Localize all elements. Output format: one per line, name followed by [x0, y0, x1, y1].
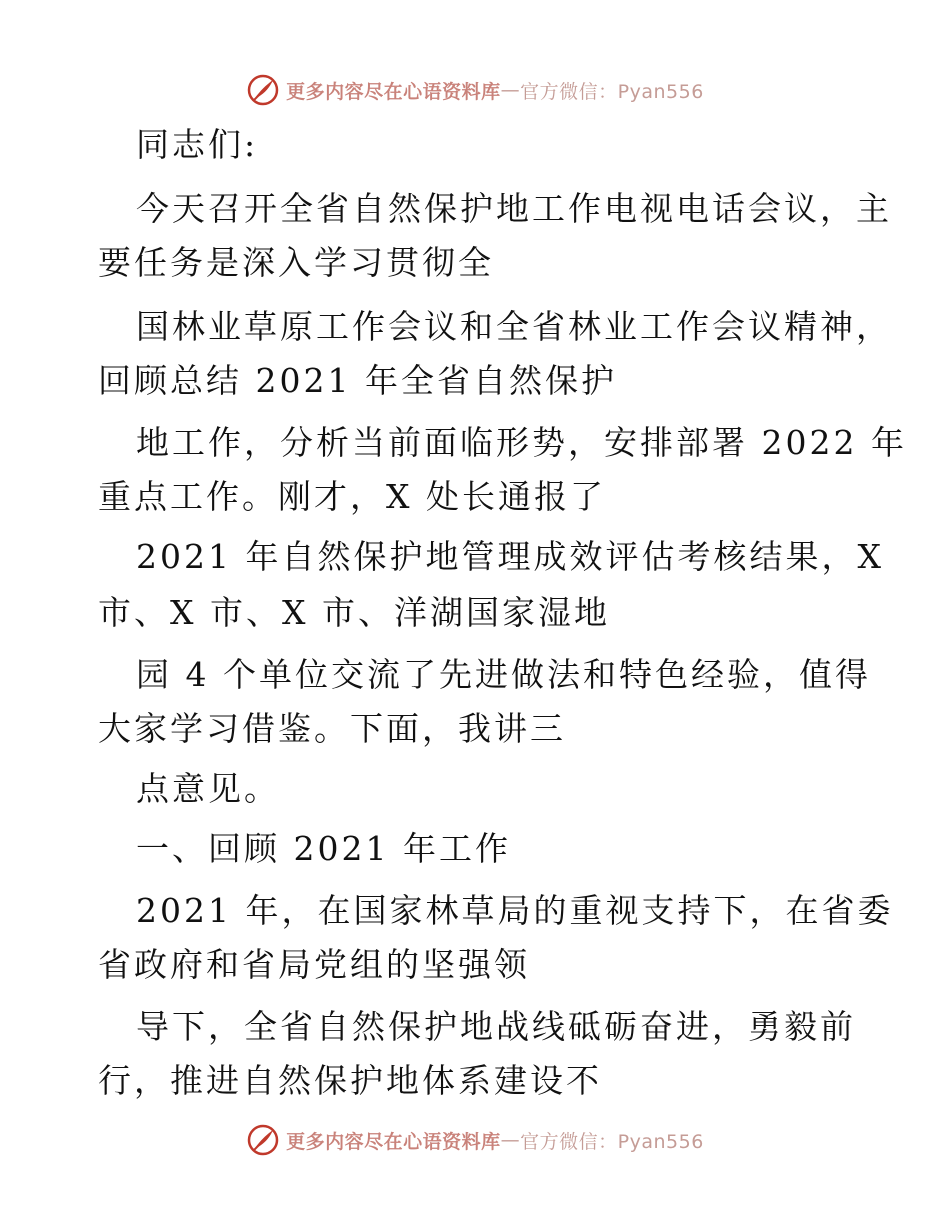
text-line: 2021 年自然保护地管理成效评估考核结果，X — [136, 537, 884, 576]
watermark-dash: — — [500, 1129, 521, 1151]
feather-quill-icon — [246, 1123, 280, 1157]
text-line: 一、回顾 2021 年工作 — [136, 829, 511, 868]
watermark-sub-text: 官方微信：Pyan556 — [520, 80, 704, 103]
text-line: 地工作，分析当前面临形势，安排部署 2022 年 — [136, 423, 907, 462]
watermark-main-text: 更多内容尽在心语资料库 — [286, 1130, 501, 1153]
text-line: 同志们: — [136, 125, 259, 164]
text-line: 行，推进自然保护地体系建设不 — [98, 1061, 602, 1100]
text-line: 回顾总结 2021 年全省自然保护 — [98, 361, 617, 400]
feather-quill-icon — [246, 73, 280, 107]
text-line: 点意见。 — [136, 769, 280, 808]
text-line: 园 4 个单位交流了先进做法和特色经验，值得 — [136, 655, 871, 694]
text-line: 国林业草原工作会议和全省林业工作会议精神， — [136, 307, 892, 346]
text-line: 今天召开全省自然保护地工作电视电话会议，主 — [136, 189, 892, 228]
text-line: 2021 年，在国家林草局的重视支持下，在省委 — [136, 891, 894, 930]
text-line: 导下，全省自然保护地战线砥砺奋进，勇毅前 — [136, 1007, 856, 1046]
watermark-dash: — — [500, 79, 521, 101]
text-line: 市、X 市、X 市、洋湖国家湿地 — [98, 593, 610, 632]
watermark-main-text: 更多内容尽在心语资料库 — [286, 80, 501, 103]
text-line: 重点工作。刚才，X 处长通报了 — [98, 477, 606, 516]
text-line: 大家学习借鉴。下面，我讲三 — [98, 709, 566, 748]
text-line: 要任务是深入学习贯彻全 — [98, 243, 494, 282]
text-line: 省政府和省局党组的坚强领 — [98, 945, 530, 984]
header-watermark — [0, 70, 950, 110]
footer-watermark — [0, 1120, 950, 1160]
watermark-sub-text: 官方微信：Pyan556 — [520, 1130, 704, 1153]
